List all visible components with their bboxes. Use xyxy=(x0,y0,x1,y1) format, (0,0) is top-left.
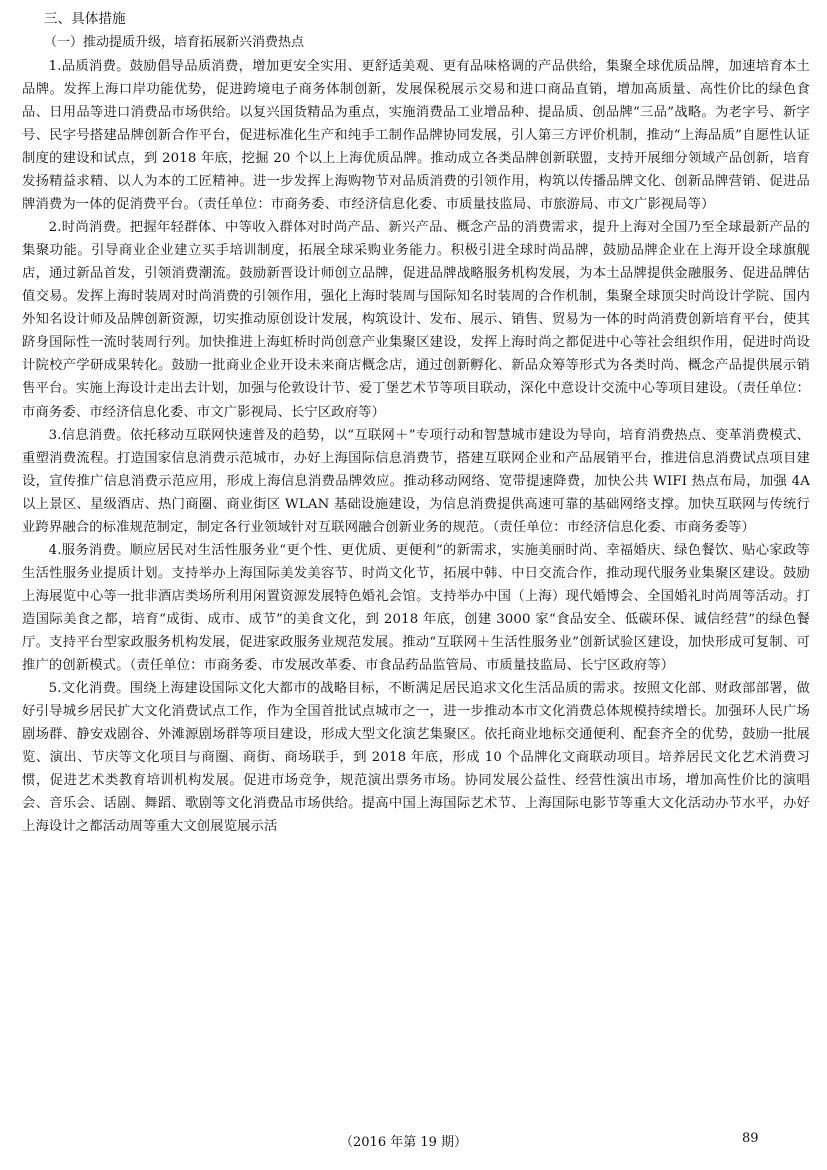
section-heading: 三、具体措施 xyxy=(44,11,126,27)
footer-issue-label: （2016 年第 19 期） xyxy=(340,1135,468,1150)
paragraph-information-consumption: 3.信息消费。依托移动互联网快速普及的趋势，以“互联网＋”专项行动和智慧城市建设为导向，培育消费热点、变革消费模式、重塑消费流程。打造国家信息消费示范城市，办好上海国际信息消费节，搭建互联网企业和产品展销平台，推进信息消费试点项目建设，宣传推广信息消费示范应用，形成上海信息消费品牌效应。推动移动网络、宽带提速降费，加快公共 WIFI 热点布局，加强 4A 以上景区、星级酒店、热门商圈、商业街区 WLAN 基础设施建设，为信息消费提供高速可靠的基础网络支撑。加快互联网与传统行业跨界融合的标准规范制定，制定各行业领域针对互联网融合创新业务的规范。（责任单位：市经济信息化委、市商务委等） xyxy=(22,427,810,535)
section-subheading: （一）推动提质升级，培育拓展新兴消费热点 xyxy=(44,35,305,51)
document-page xyxy=(22,8,810,838)
paragraph-fashion-consumption: 2.时尚消费。把握年轻群体、中等收入群体对时尚产品、新兴产品、概念产品的消费需求，提升上海对全国乃至全球最新产品的集聚功能。引导商业企业建立买手培训制度，拓展全球采购业务能力。积极引进全球时尚品牌，鼓励品牌企业在上海开设全球旗舰店，通过新品首发，引领消费潮流。鼓励新晋设计师创立品牌，促进品牌战略服务机构发展，为本土品牌提供金融服务、促进品牌估值交易。发挥上海时装周对时尚消费的引领作用，强化上海时装周与国际知名时装周的合作机制，集聚全球顶尖时尚设计学院、国内外知名设计师及品牌创新资源，切实推动原创设计发展，构筑设计、发布、展示、销售、贸易为一体的时尚消费创新培育平台，使其跻身国际性一流时装周行列。加快推进上海虹桥时尚创意产业集聚区建设，发挥上海时尚之都促进中心等社会组织作用，促进时尚设计院校产学研成果转化。鼓励一批商业企业开设未来商店概念店，通过创新孵化、新品众筹等形式为各类时尚、概念产品提供展示销售平台。实施上海设计走出去计划，加强与伦敦设计节、爱丁堡艺术节等项目联动，深化中意设计交流中心等项目建设。（责任单位：市商务委、市经济信息化委、市文广影视局、长宁区政府等） xyxy=(22,220,810,420)
paragraph-culture-consumption: 5.文化消费。围绕上海建设国际文化大都市的战略目标，不断满足居民追求文化生活品质的需求。按照文化部、财政部部署，做好引导城乡居民扩大文化消费试点工作，作为全国首批试点城市之一，进一步推动本市文化消费总体规模持续增长。加强环人民广场剧场群、静安戏剧谷、外滩源剧场群等项目建设，形成大型文化演艺集聚区。依托商业地标交通便利、配套齐全的优势，鼓励一批展览、演出、节庆等文化项目与商圈、商街、商场联手，到 2018 年底，形成 10 个品牌化文商联动项目。培养居民文化艺术消费习惯，促进艺术类教育培训机构发展。促进市场竞争，规范演出票务市场。协同发展公益性、经营性演出市场，增加高性价比的演唱会、音乐会、话剧、舞蹈、歌剧等文化消费品市场供给。提高中国上海国际艺术节、上海国际电影节等重大文化活动办节水平，办好上海设计之都活动周等重大文创展览展示活 xyxy=(22,681,810,835)
paragraph-service-consumption: 4.服务消费。顺应居民对生活性服务业“更个性、更优质、更便利”的新需求，实施美丽时尚、幸福婚庆、绿色餐饮、贴心家政等生活性服务业提质计划。支持举办上海国际美发美容节、时尚文化节，拓展中韩、中日交流合作，推动现代服务业集聚区建设。鼓励上海展览中心等一批非酒店类场所利用闲置资源发展特色婚礼会馆。支持举办中国（上海）现代婚博会、全国婚礼时尚周等活动。打造国际美食之都，培育“成街、成市、成节”的美食文化，到 2018 年底，创建 3000 家“食品安全、低碳环保、诚信经营”的绿色餐厅。支持平台型家政服务机构发展，促进家政服务业规范发展。推动“互联网＋生活性服务业”创新试验区建设，加快形成可复制、可推广的创新模式。（责任单位：市商务委、市发展改革委、市食品药品监管局、市质量技监局、长宁区政府等） xyxy=(22,542,810,674)
paragraph-quality-consumption: 1.品质消费。鼓励倡导品质消费，增加更安全实用、更舒适美观、更有品味格调的产品供给，集聚全球优质品牌，加速培育本土品牌。发挥上海口岸功能优势，促进跨境电子商务体制创新，发展保税展示交易和进口商品直销，增加高质量、高性价比的绿色食品、日用品等进口消费品市场供给。以复兴国货精品为重点，实施消费品工业增品种、提品质、创品牌“三品”战略。为老字号、新字号、民字号搭建品牌创新合作平台，促进标准化生产和纯手工制作品牌协同发展，引人第三方评价机制，推动“上海品质”自愿性认证制度的建设和试点，到 2018 年底，挖掘 20 个以上上海优质品牌。推动成立各类品牌创新联盟，支持开展细分领域产品创新，培育发扬精益求精、以人为本的工匠精神。进一步发挥上海购物节对品质消费的引领作用，构筑以传播品牌文化、创新品牌营销、促进品牌消费为一体的促消费平台。（责任单位：市商务委、市经济信息化委、市质量技监局、市旅游局、市文广影视局等） xyxy=(22,58,810,213)
page-number: 89 xyxy=(742,1131,759,1146)
